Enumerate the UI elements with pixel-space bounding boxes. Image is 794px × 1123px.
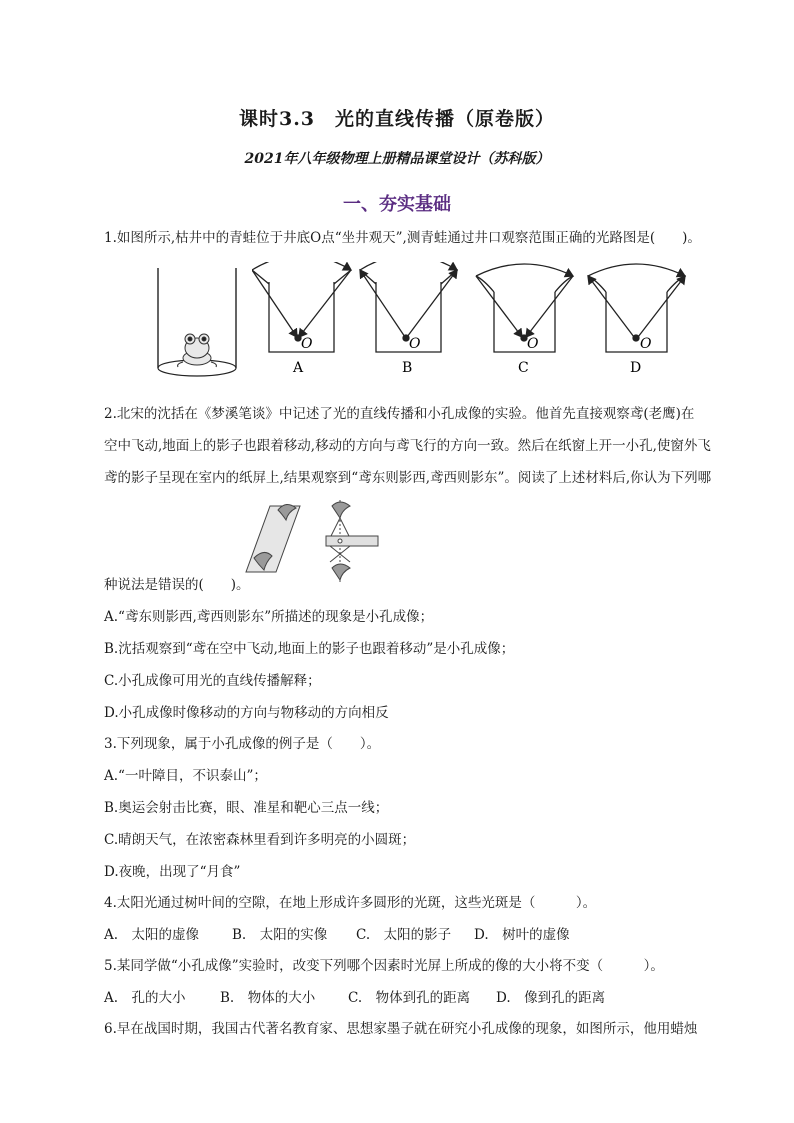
q1-stem: 1.如图所示,枯井中的青蛙位于井底O点“坐井观天”,测青蛙通过井口观察范围正确的光路图是( )。 [104, 230, 701, 246]
q3-option-b: B.奥运会射击比赛，眼、准星和靶心三点一线； [104, 800, 389, 816]
q3-stem: 3.下列现象，属于小孔成像的例子是（ ）。 [104, 736, 381, 752]
q2-stem-line-1: 2.北宋的沈括在《梦溪笔谈》中记述了光的直线传播和小孔成像的实验。他首先直接观察鸢(老鹰)在 [104, 406, 695, 422]
bird-pinhole-figure [326, 500, 378, 584]
q4-option-a: A. 太阳的虚像 [104, 927, 200, 943]
q2-stem-line-4: 种说法是错误的( )。 [104, 577, 250, 593]
q4-stem: 4.太阳光通过树叶间的空隙，在地上形成许多圆形的光斑，这些光斑是（ ）。 [104, 895, 597, 911]
light-path-diagrams [252, 262, 712, 382]
frog-icon [178, 334, 217, 367]
q3-option-c: C.晴朗天气，在浓密森林里看到许多明亮的小圆斑； [104, 832, 416, 848]
q2-stem-line-2: 空中飞动,地面上的影子也跟着移动,移动的方向与鸢飞行的方向一致。然后在纸窗上开一小孔,使窗外飞 [104, 438, 711, 454]
q6-stem: 6.早在战国时期，我国古代著名教育家、思想家墨子就在研究小孔成像的现象，如图所示，他用蜡烛 [104, 1021, 698, 1037]
page-title: 课时3.3 光的直线传播（原卷版） [238, 108, 556, 130]
diagram-c [476, 264, 573, 352]
q3-option-a: A.“一叶障目，不识泰山”； [104, 768, 267, 784]
q2-option-b: B.沈括观察到“鸢在空中飞动,地面上的影子也跟着移动”是小孔成像； [104, 641, 515, 657]
point-label-b: O [409, 336, 421, 352]
bird-shadow-figure [246, 504, 300, 572]
q5-option-d: D. 像到孔的距离 [496, 990, 606, 1006]
q4-option-b: B. 太阳的实像 [232, 927, 328, 943]
option-label-b: B [402, 360, 413, 376]
point-label-a: O [301, 336, 313, 352]
option-label-c: C [518, 360, 529, 376]
q5-option-a: A. 孔的大小 [104, 990, 186, 1006]
q3-option-d: D.夜晚，出现了“月食” [104, 864, 241, 880]
q5-stem: 5.某同学做“小孔成像”实验时，改变下列哪个因素时光屏上所成的像的大小将不变（ ）。 [104, 958, 664, 974]
q5-option-b: B. 物体的大小 [220, 990, 316, 1006]
diagram-d [588, 264, 685, 352]
q2-option-d: D.小孔成像时像移动的方向与物移动的方向相反 [104, 705, 389, 721]
q2-stem-line-3: 鸢的影子呈现在室内的纸屏上,结果观察到“鸢东则影西,鸢西则影东”。阅读了上述材料后,你认为下列哪 [104, 470, 712, 486]
point-label-d: O [640, 336, 652, 352]
page-subtitle: 2021年八年级物理上册精品课堂设计（苏科版） [244, 151, 550, 167]
kite-pinhole-figure [238, 498, 388, 586]
option-label-d: D [630, 360, 642, 376]
q4-option-c: C. 太阳的影子 [356, 927, 452, 943]
q2-option-c: C.小孔成像可用光的直线传播解释； [104, 673, 321, 689]
option-label-a: A [293, 360, 304, 376]
q4-option-d: D. 树叶的虚像 [474, 927, 570, 943]
well-frog-figure [150, 264, 250, 384]
q2-option-a: A.“鸢东则影西,鸢西则影东”所描述的现象是小孔成像； [104, 609, 434, 625]
point-label-c: O [527, 336, 539, 352]
q5-option-c: C. 物体到孔的距离 [348, 990, 471, 1006]
section-heading: 一、夯实基础 [343, 194, 451, 215]
